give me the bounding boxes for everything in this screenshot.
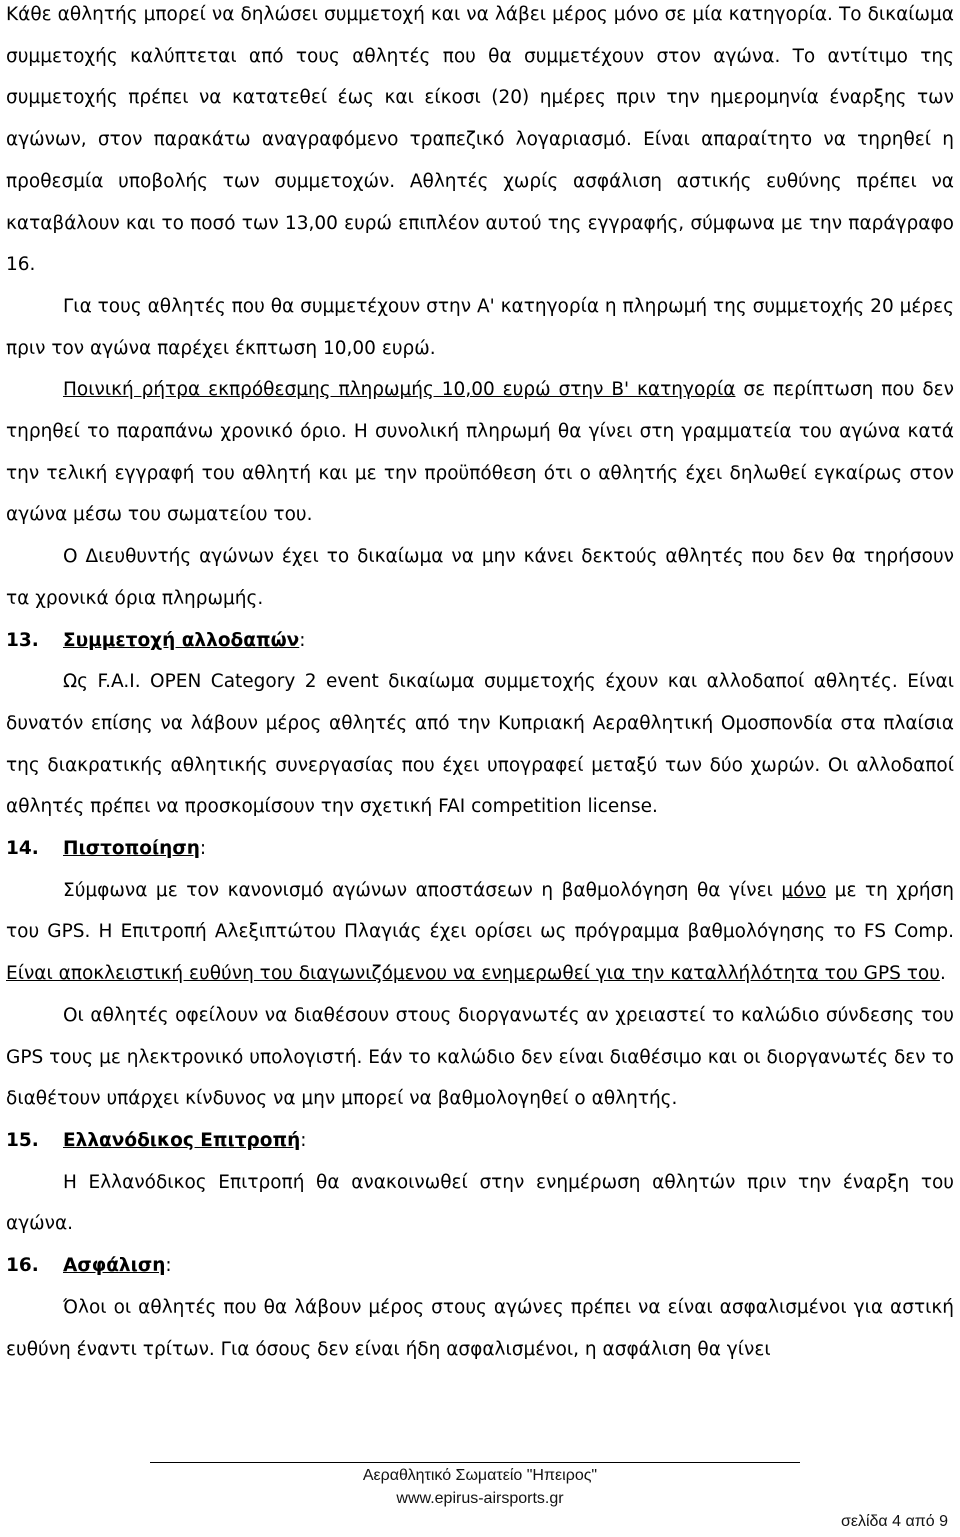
section-13-heading [6,620,954,662]
section-14-responsibility-underlined: Είναι αποκλειστική ευθύνη του διαγωνιζόμενου να ενημερωθεί για την καταλλήλότητα του GPS του [6,963,940,985]
section-16-colon: : [165,1255,172,1277]
section-13-body: Ως F.A.I. OPEN Category 2 event δικαίωμα συμμετοχής έχουν και αλλοδαποί αθλητές. Είναι δυνατόν επίσης να λάβουν μέρος αθλητές από την Κυπριακή Αεραθλητική Ομοσπονδία στα πλαίσια της διακρατικής αθλητικής συνεργασίας που έχει υπογραφεί μεταξύ των δύο χωρών. Οι αλλοδαποί αθλητές πρέπει να προσκομίσουν την σχετική FAI competition license. [6,671,954,818]
footer-organization: Αεραθλητικό Σωματείο "Ηπειρος" [362,1467,598,1484]
section-14-text-c: . [939,963,946,985]
paragraph-discount: Για τους αθλητές που θα συμμετέχουν στην Α' κατηγορία η πληρωμή της συμμετοχής 20 μέρες πριν τον αγώνα παρέχει έκπτωση 10,00 ευρώ. [6,295,954,359]
paragraph-penalty [6,369,954,536]
footer-page-number: σελίδα 4 από 9 [840,1513,948,1530]
section-15-number: 15. [6,1129,39,1151]
section-15-heading [6,1120,954,1162]
section-14-number: 14. [6,838,39,860]
penalty-underlined-text: Ποινική ρήτρα εκπρόθεσμης πληρωμής 10,00 ευρώ στην Β' κατηγορία [63,379,736,401]
section-14-text-a: Σύμφωνα με τον κανονισμό αγώνων αποστάσεων η βαθμολόγηση θα γίνει [63,879,782,901]
footer-website: www.epirus-airsports.gr [396,1490,564,1507]
section-16-title: Ασφάλιση [63,1255,166,1277]
section-14-body-2: Οι αθλητές οφείλουν να διαθέσουν στους διοργανωτές αν χρειαστεί το καλώδιο σύνδεσης του GPS τους με ηλεκτρονικό υπολογιστή. Εάν το καλώδιο δεν είναι διαθέσιμο και οι διοργανωτές δεν το διαθέτουν υπάρχει κίνδυνος να μην μπορεί να βαθμολογηθεί ο αθλητής. [6,1004,954,1110]
section-14-title: Πιστοποίηση [63,838,200,860]
paragraph-director: Ο Διευθυντής αγώνων έχει το δικαίωμα να μην κάνει δεκτούς αθλητές που δεν θα τηρήσουν τα χρονικά όρια πληρωμής. [6,546,954,609]
section-13-colon: : [299,629,306,651]
section-16-number: 16. [6,1255,39,1277]
document-body [6,0,954,1370]
section-14-only-underlined: μόνο [781,879,827,901]
section-14-text-b: με τη χρήση του GPS. Η Επιτροπή Αλεξιπτώτου Πλαγιάς έχει ορίσει ως πρόγραμμα βαθμολόγησης το FS Comp. [6,879,954,943]
section-14-heading [6,828,954,870]
section-13-number: 13. [6,629,39,651]
section-15-title: Ελλανόδικος Επιτροπή [63,1129,301,1151]
penalty-rest-text: σε περίπτωση που δεν τηρηθεί το παραπάνω χρονικό όριο. Η συνολική πληρωμή θα γίνει στη γραμματεία του αγώνα κατά την τελική εγγραφή του αθλητή και με την προϋπόθεση ότι ο αθλητής έχει δηλωθεί εγκαίρως στον αγώνα μέσω του σωματείου του. [6,379,955,526]
section-14-colon: : [199,838,207,860]
section-15-body: Η Ελλανόδικος Επιτροπή θα ανακοινωθεί στην ενημέρωση αθλητών πριν την έναρξη του αγώνα. [6,1171,954,1235]
section-15-colon: : [300,1129,307,1151]
section-14-body [6,870,954,995]
section-16-heading [6,1245,954,1287]
paragraph-entry-rules: Κάθε αθλητής μπορεί να δηλώσει συμμετοχή και να λάβει μέρος μόνο σε μία κατηγορία. Το δικαίωμα συμμετοχής καλύπτεται από τους αθλητές που θα συμμετέχουν στον αγώνα. Το αντίτιμο της συμμετοχής πρέπει να κατατεθεί έως και είκοσι (20) ημέρες πριν την ημερομηνία έναρξης των αγώνων, στον παρακάτω αναγραφόμενο τραπεζικό λογαριασμό. Είναι απαραίτητο να τηρηθεί η προθεσμία υποβολής των συμμετοχών. Αθλητές χωρίς ασφάλιση αστικής ευθύνης πρέπει να καταβάλουν και το ποσό των 13,00 ευρώ επιπλέον αυτού της εγγραφής, σύμφωνα με την παράγραφο 16. [6,4,954,276]
section-13-title: Συμμετοχή αλλοδαπών [63,629,300,651]
section-16-body: Όλοι οι αθλητές που θα λάβουν μέρος στους αγώνες πρέπει να είναι ασφαλισμένοι για αστική ευθύνη έναντι τρίτων. Για όσους δεν είναι ήδη ασφαλισμένοι, η ασφάλιση θα γίνει [6,1296,954,1360]
footer-divider [150,1462,800,1463]
